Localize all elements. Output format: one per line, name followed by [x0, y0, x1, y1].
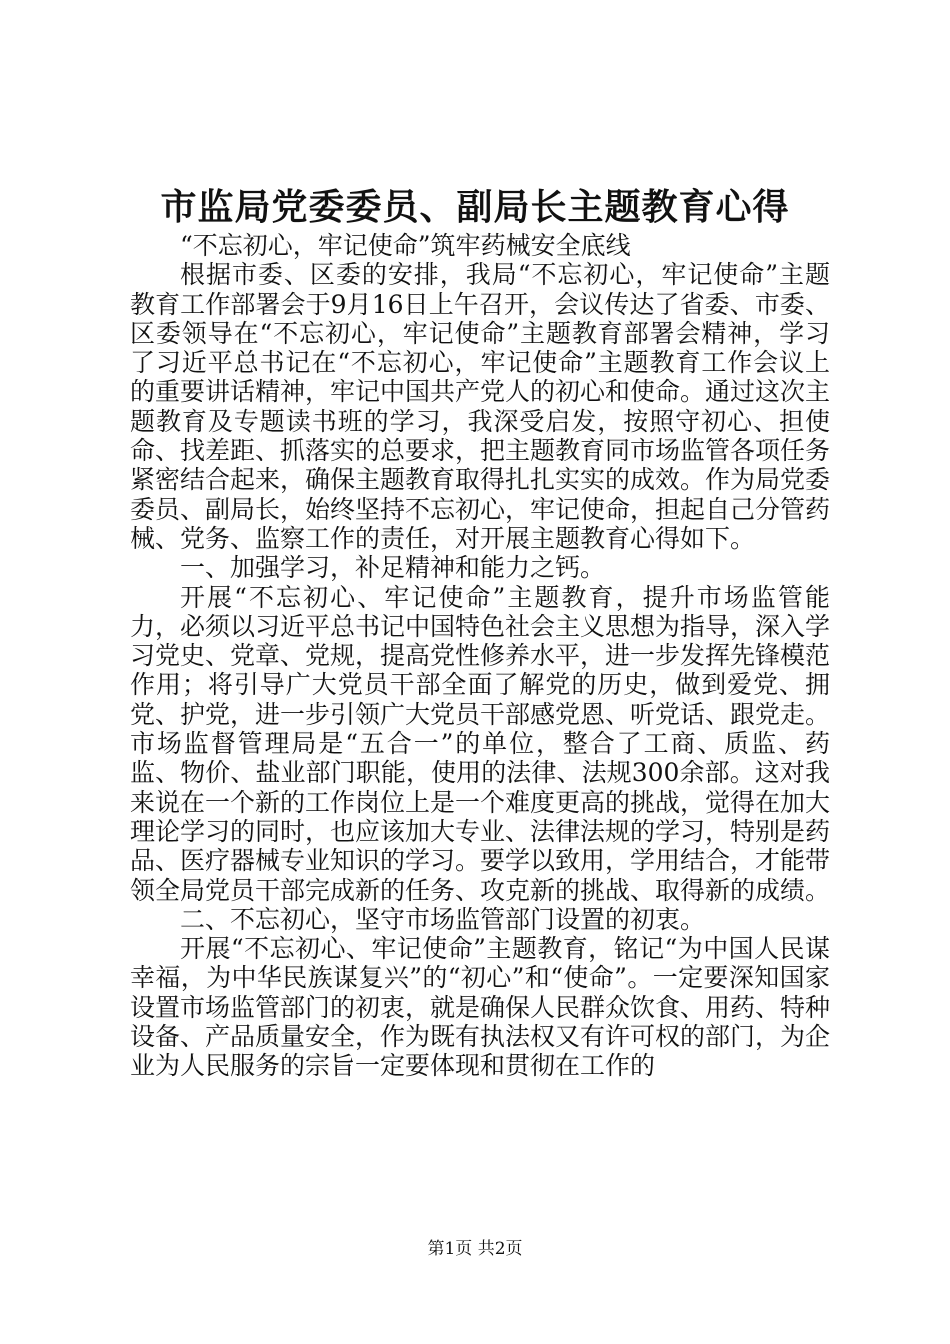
document-title: 市监局党委委员、副局长主题教育心得: [160, 186, 790, 228]
section-heading-1: 一、加强学习，补足精神和能力之钙。: [180, 553, 606, 583]
subtitle-paragraph: “不忘初心，牢记使命”筑牢药械安全底线: [180, 231, 631, 260]
section-paragraph-1: 开展“不忘初心、牢记使命”主题教育，提升市场监管能力，必须以习近平总书记中国特色社会主义思想为指导，深入学习党史、党章、党规，提高党性修养水平，进一步发挥先锋模范作用；将引导广大党员干部全面了解党的历史，做到爱党、拥党、护党，进一步引领广大党员干部感党恩、听党话、跟党走。市场监督管理局是“五合一”的单位，整合了工商、质监、药监、物价、盐业部门职能，使用的法律、法规300余部。这对我来说在一个新的工作岗位上是一个难度更高的挑战，觉得在加大理论学习的同时，也应该加大专业、法律法规的学习，特别是药品、医疗器械专业知识的学习。要学以致用，学用结合，才能带领全局党员干部完成新的任务、攻克新的挑战、取得新的成绩。: [130, 582, 831, 905]
section-heading-2: 二、不忘初心，坚守市场监管部门设置的初衷。: [180, 904, 706, 934]
section-paragraph-2: 开展“不忘初心、牢记使命”主题教育，铭记“为中国人民谋幸福，为中华民族谋复兴”的“初心”和“使命”。一定要深知国家设置市场监管部门的初衷，就是确保人民群众饮食、用药、特种设备、产品质量安全，作为既有执法权又有许可权的部门，为企业为人民服务的宗旨一定要体现和贯彻在工作的: [130, 934, 831, 1081]
page-number-footer: 第1页 共2页: [427, 1239, 523, 1259]
intro-paragraph: 根据市委、区委的安排，我局“不忘初心，牢记使命”主题教育工作部署会于9月16日上午召开，会议传达了省委、市委、区委领导在“不忘初心，牢记使命”主题教育部署会精神，学习了习近平总书记在“不忘初心，牢记使命”主题教育工作会议上的重要讲话精神，牢记中国共产党人的初心和使命。通过这次主题教育及专题读书班的学习，我深受启发，按照守初心、担使命、找差距、抓落实的总要求，把主题教育同市场监管各项任务紧密结合起来，确保主题教育取得扎扎实实的成效。作为局党委委员、副局长，始终坚持不忘初心，牢记使命，担起自己分管药械、党务、监察工作的责任，对开展主题教育心得如下。: [130, 260, 831, 553]
document-body: [130, 231, 830, 1081]
